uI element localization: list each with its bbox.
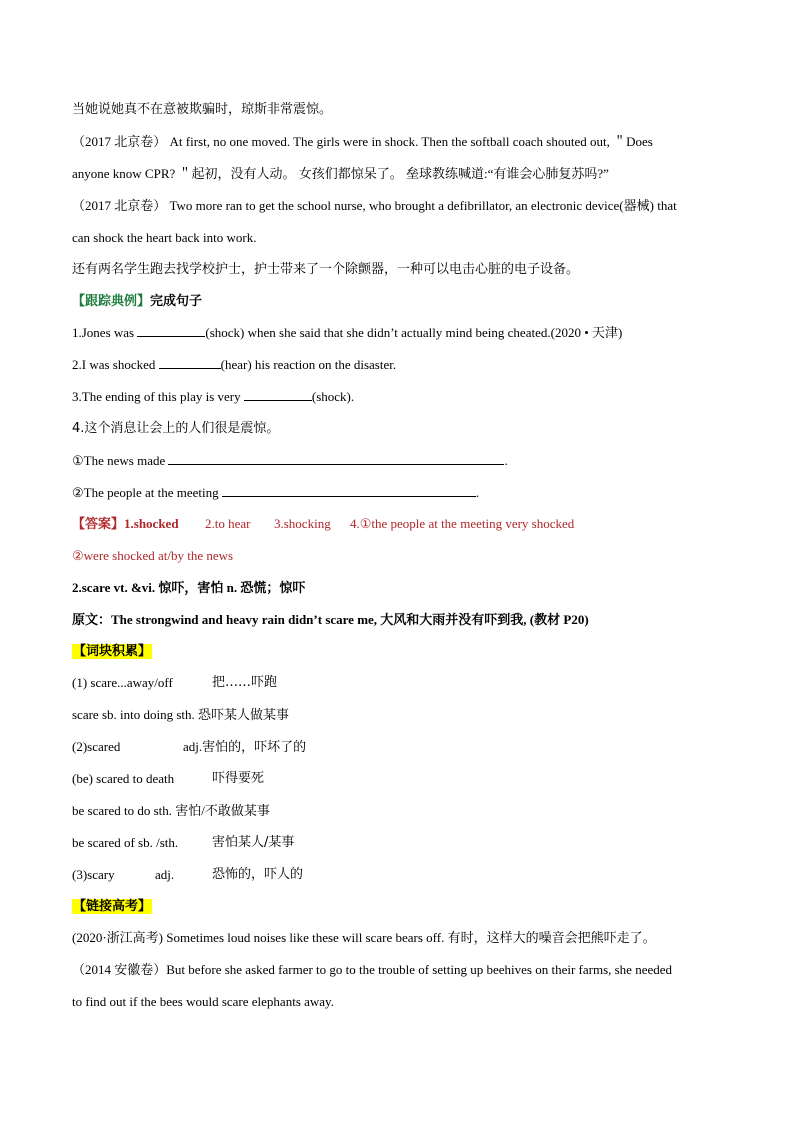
question-3-prefix: 3.The ending of this play is very <box>72 389 244 404</box>
answer-2: 2.to hear <box>205 516 251 531</box>
answer-blank[interactable] <box>222 484 476 497</box>
answer-4: 4.①the people at the meeting very shocked <box>350 516 575 531</box>
practice-title: 完成句子 <box>150 294 203 309</box>
vocab-1-en: (1) scare...away/off <box>72 675 173 690</box>
answer-1: 1.shocked <box>124 516 179 531</box>
question-4b-prefix: ②The people at the meeting <box>72 485 222 500</box>
answer-blank[interactable] <box>244 388 312 401</box>
answer-blank[interactable] <box>137 324 205 337</box>
question-2 <box>72 356 396 374</box>
example-beijing-2-translation: 还有两名学生跑去找学校护士，护士带来了一个除颤器，一种可以电击心脏的电子设备。 <box>72 262 580 277</box>
vocab-4-en: (be) scared to death <box>72 771 175 786</box>
link-tag: 【链接高考】 <box>73 899 152 914</box>
answer-tag: 【答案】 <box>72 517 125 532</box>
example-anhui: （2014 安徽卷）But before she asked farmer to go to the trouble of setting up beehives on their farms, she needed <box>72 962 673 977</box>
vocab-heading <box>72 642 152 661</box>
question-2-suffix: (hear) his reaction on the disaster. <box>220 357 397 372</box>
vocab-tag: 【词块积累】 <box>73 644 152 659</box>
question-4: 4.这个消息让会上的人们很是震惊。 <box>72 421 280 436</box>
vocab-6-en: be scared of sb. /sth. <box>72 835 179 850</box>
vocab-3-en: (2)scared <box>72 739 121 754</box>
answer-5: ②were shocked at/by the news <box>72 548 234 563</box>
answer-blank[interactable] <box>159 356 221 369</box>
example-zhejiang: (2020·浙江高考) Sometimes loud noises like these will scare bears off. 有时，这样大的噪音会把熊吓走了。 <box>72 930 656 945</box>
question-3-suffix: (shock). <box>311 389 355 404</box>
example-anhui-cont: to find out if the bees would scare elephants away. <box>72 994 334 1009</box>
question-4a <box>72 452 508 470</box>
answer-3: 3.shocking <box>274 516 331 531</box>
scare-heading: 2.scare vt. &vi. 惊吓，害怕 n. 恐慌；惊吓 <box>72 580 306 595</box>
vocab-7-pos: adj. <box>155 867 175 882</box>
question-4a-suffix: . <box>504 453 508 468</box>
question-1-suffix: (shock) when she said that she didn’t actually mind being cheated.(2020 • 天津) <box>205 325 623 340</box>
practice-heading <box>72 292 202 311</box>
question-2-prefix: 2.I was shocked <box>72 357 159 372</box>
vocab-2: scare sb. into doing sth. 恐吓某人做某事 <box>72 707 290 722</box>
example-beijing-2: （2017 北京卷） Two more ran to get the school nurse, who brought a defibrillator, an electronic device(器械) that <box>72 198 677 213</box>
vocab-7-en: (3)scary <box>72 867 115 882</box>
question-4a-prefix: ①The news made <box>72 453 169 468</box>
vocab-1-cn: 把……吓跑 <box>212 675 278 690</box>
question-1 <box>72 324 622 342</box>
example-beijing-1: （2017 北京卷） At first, no one moved. The girls were in shock. Then the softball coach shouted out, ＂Does <box>72 134 653 149</box>
question-4b-suffix: . <box>475 485 480 500</box>
vocab-6-cn: 害怕某人/某事 <box>212 835 295 850</box>
vocab-4-cn: 吓得要死 <box>212 771 265 786</box>
question-4b <box>72 484 479 502</box>
link-heading <box>72 897 152 916</box>
intro-translation: 当她说她真不在意被欺骗时，琼斯非常震惊。 <box>72 102 333 117</box>
practice-tag: 【跟踪典例】 <box>72 294 151 309</box>
vocab-7-cn: 恐怖的，吓人的 <box>212 867 304 882</box>
scare-source: 原文：The strongwind and heavy rain didn’t scare me, 大风和大雨并没有吓到我, (教材 P20) <box>72 612 589 627</box>
question-1-prefix: 1.Jones was <box>72 325 138 340</box>
vocab-3-cn: adj.害怕的，吓坏了的 <box>183 739 307 754</box>
example-beijing-2-cont: can shock the heart back into work. <box>72 230 257 245</box>
example-beijing-1-cont: anyone know CPR? ＂起初，没有人动。 女孩们都惊呆了。 垒球教练喊道:“有谁会心肺复苏吗?” <box>72 166 609 181</box>
question-3 <box>72 388 354 406</box>
vocab-5: be scared to do sth. 害怕/不敢做某事 <box>72 803 270 818</box>
answer-blank[interactable] <box>168 452 504 465</box>
answer-line <box>72 515 179 534</box>
